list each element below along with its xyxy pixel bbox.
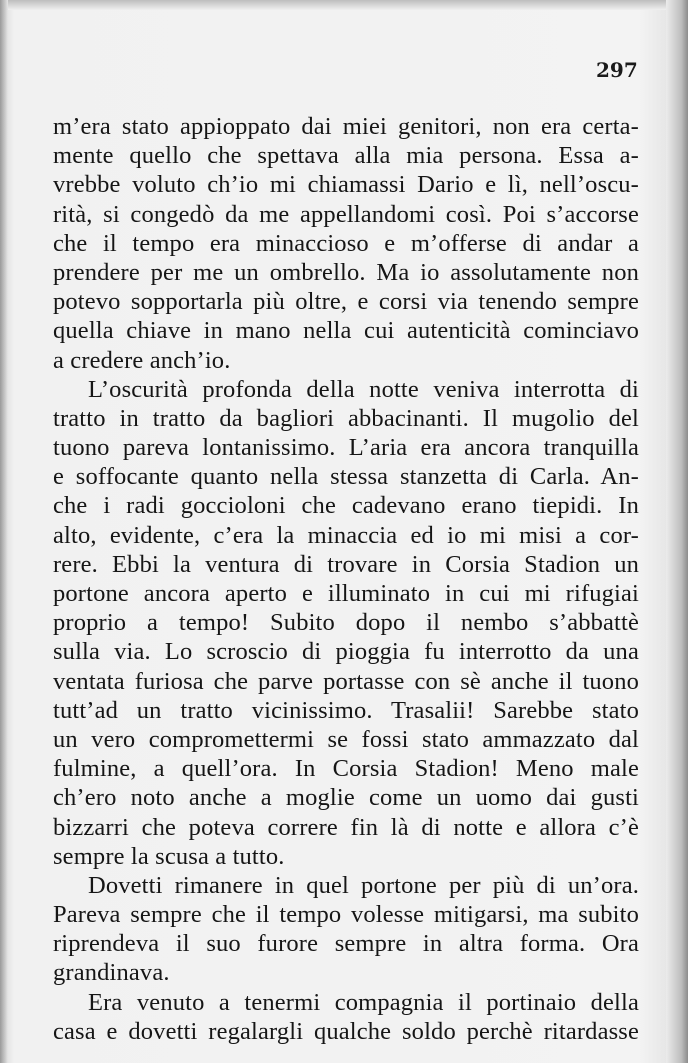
- text-line: riprendeva il suo furore sempre in altra forma. Ora: [53, 930, 639, 958]
- text-line: vrebbe voluto ch’io mi chiamassi Dario e lì, nell’oscu-: [53, 171, 639, 199]
- text-line: Pareva sempre che il tempo volesse mitigarsi, ma subito: [53, 901, 639, 929]
- text-line: a credere anch’io.: [53, 346, 231, 374]
- page-number: 297: [596, 58, 638, 82]
- text-line: rità, si congedò da me appellandomi così. Poi s’accorse: [53, 200, 639, 228]
- text-line: rere. Ebbi la ventura di trovare in Corsia Stadion un: [53, 550, 639, 578]
- text-line: che il tempo era minaccioso e m’offerse di andar a: [53, 229, 639, 257]
- text-line: portone ancora aperto e illuminato in cui mi rifugiai: [53, 580, 639, 607]
- text-line: tratto in tratto da bagliori abbacinanti. Il mugolio del: [53, 404, 639, 432]
- text-line: tutt’ad un tratto vicinissimo. Trasalii! Sarebbe stato: [53, 696, 639, 724]
- text-line: grandinava.: [53, 959, 170, 987]
- text-line: tuono pareva lontanissimo. L’aria era ancora tranquilla: [53, 434, 639, 462]
- page-right-shadow: [666, 0, 688, 1063]
- text-line: proprio a tempo! Subito dopo il nembo s’abbattè: [53, 609, 639, 637]
- text-line: e soffocante quanto nella stessa stanzetta di Carla. An-: [53, 463, 639, 491]
- text-line: sulla via. Lo scroscio di pioggia fu interrotto da una: [53, 638, 639, 666]
- text-line: ch’ero noto anche a moglie come un uomo dai gusti: [53, 784, 639, 812]
- text-line: ventata furiosa che parve portasse con sè anche il tuono: [53, 667, 639, 695]
- text-line: fulmine, a quell’ora. In Corsia Stadion! Meno male: [53, 755, 639, 783]
- page-left-shadow: [0, 0, 8, 1063]
- text-line: casa e dovetti regalargli qualche soldo perchè ritardasse: [53, 1017, 639, 1045]
- text-line: Dovetti rimanere in quel portone per più di un’ora.: [88, 871, 639, 899]
- text-line: L’oscurità profonda della notte veniva interrotta di: [88, 375, 639, 403]
- text-line: mente quello che spettava alla mia persona. Essa a-: [53, 142, 639, 170]
- text-line: alto, evidente, c’era la minaccia ed io mi misi a cor-: [53, 521, 639, 549]
- text-line: sempre la scusa a tutto.: [53, 842, 285, 870]
- page-top-shadow: [0, 0, 688, 10]
- body-text: [53, 112, 639, 1046]
- text-line: m’era stato appioppato dai miei genitori, non era certa-: [53, 113, 639, 140]
- text-line: Era venuto a tenermi compagnia il portinaio della: [88, 988, 639, 1016]
- text-line: bizzarri che poteva correre fin là di notte e allora c’è: [53, 813, 639, 841]
- text-line: un vero compromettermi se fossi stato ammazzato dal: [53, 725, 639, 753]
- text-line: che i radi goccioloni che cadevano erano tiepidi. In: [53, 492, 639, 520]
- text-line: quella chiave in mano nella cui autenticità cominciavo: [53, 317, 639, 345]
- text-line: potevo sopportarla più oltre, e corsi via tenendo sempre: [53, 288, 639, 316]
- text-line: prendere per me un ombrello. Ma io assolutamente non: [53, 258, 639, 286]
